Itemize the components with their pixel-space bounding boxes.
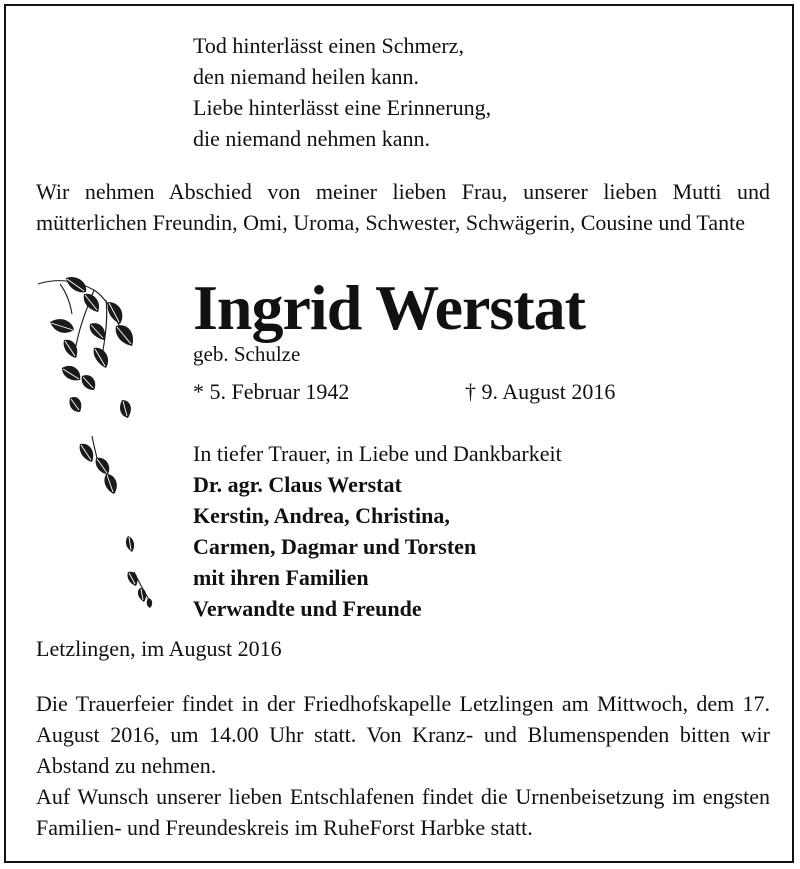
falling-leaf — [120, 400, 131, 418]
motto-line: Liebe hinterlässt eine Erinnerung, — [193, 95, 492, 120]
service-paragraph: Die Trauerfeier findet in der Friedhofskapelle Letzlingen am Mittwoch, dem 17. August 2016, um 14.00 Uhr statt. Von Kranz- und Blumenspenden bitten wir Abstand zu nehmen. — [36, 691, 770, 778]
motto-line: Tod hinterlässt einen Schmerz, — [193, 33, 464, 58]
falling-leaf — [69, 397, 81, 412]
deceased-name: Ingrid Werstat — [193, 272, 585, 343]
burial-paragraph: Auf Wunsch unserer lieben Entschlafenen findet die Urnenbeisetzung im engsten Familien- und Freundeskreis im RuheForst Harbke statt. — [36, 784, 770, 840]
motto-line: die niemand nehmen kann. — [193, 126, 431, 151]
mourner-line: Kerstin, Andrea, Christina, — [193, 503, 450, 528]
falling-leaves-icon — [36, 276, 176, 616]
mourner-line: mit ihren Familien — [193, 565, 369, 590]
falling-leaf — [80, 436, 117, 494]
falling-leaf — [127, 572, 152, 608]
maiden-name: geb. Schulze — [193, 342, 301, 366]
service-info — [36, 688, 770, 843]
place-date: Letzlingen, im August 2016 — [36, 636, 282, 661]
falling-leaf — [126, 536, 134, 552]
mourner-line: Carmen, Dagmar und Torsten — [193, 534, 477, 559]
mourner-line: Dr. agr. Claus Werstat — [193, 472, 402, 497]
mourners-block — [193, 438, 562, 624]
leaf-cluster — [50, 277, 133, 390]
mourner-line: Verwandte und Freunde — [193, 596, 422, 621]
birth-date: * 5. Februar 1942 — [193, 379, 350, 404]
motto-verse — [193, 30, 491, 154]
death-date: † 9. August 2016 — [465, 379, 616, 404]
mourners-intro: In tiefer Trauer, in Liebe und Dankbarkeit — [193, 441, 562, 466]
motto-line: den niemand heilen kann. — [193, 64, 420, 89]
farewell-intro: Wir nehmen Abschied von meiner lieben Frau, unserer lieben Mutti und mütterlichen Freundin, Omi, Uroma, Schwester, Schwägerin, Cousine und Tante — [36, 179, 770, 235]
